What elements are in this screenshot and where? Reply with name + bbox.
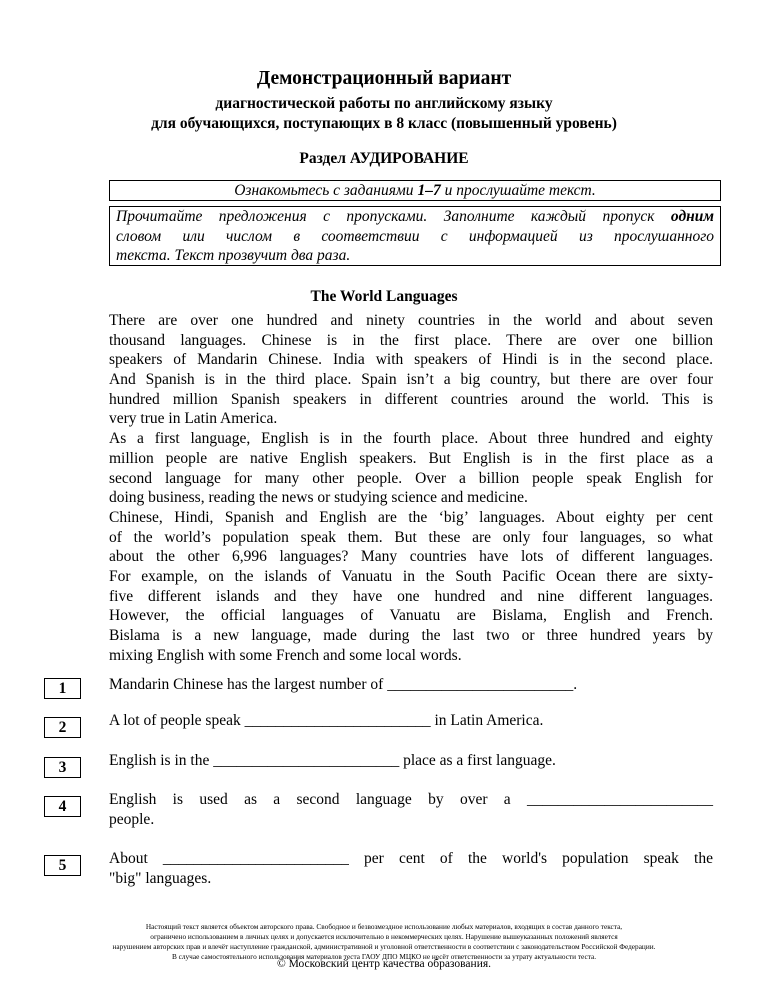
question-line: Mandarin Chinese has the largest number of ________________________. <box>109 676 578 693</box>
passage-line: Bislama is a new language, made during the last two or three hundred years by <box>109 627 713 644</box>
passage-line: And Spanish is in the third place. Spain isn’t a big country, but there are over four <box>109 371 713 389</box>
question-number-box: 2 <box>44 717 81 738</box>
question-text <box>109 849 713 888</box>
question-number-box: 1 <box>44 678 81 699</box>
section-heading: Раздел АУДИРОВАНИЕ <box>299 150 469 167</box>
question-line: "big" languages. <box>109 869 212 887</box>
passage-line: thousand languages. Chinese is in the first place. There are over one billion <box>109 331 713 349</box>
passage-line: five different islands and they have one hundred and nine different languages. <box>109 587 713 605</box>
question-text <box>109 675 713 695</box>
instruction-text: Ознакомьтесь с заданиями <box>234 182 418 199</box>
notice-line: нарушением авторских прав и влечёт наступление гражданской, административной и уголовной ответственности в соответствии с законодательством Российской Федерации. <box>112 942 656 951</box>
passage-line: of the world’s population speak them. But these are only four languages, so what <box>109 528 713 546</box>
question-line: A lot of people speak ________________________ in Latin America. <box>109 712 544 729</box>
passage-line: million people are native English speakers. But English is in the first place as a <box>109 449 713 467</box>
question-line: English is in the ________________________ place as a first language. <box>109 752 556 769</box>
instruction-line: словом или числом в соответствии с информацией из прослушанного <box>116 227 714 245</box>
instruction-line <box>116 207 714 227</box>
question-number-box: 3 <box>44 757 81 778</box>
passage-line: speakers of Mandarin Chinese. India with speakers of Hindi is in the second place. <box>109 351 713 369</box>
question-line: About ________________________ per cent of the world's population speak the <box>109 850 713 867</box>
copyright-notice <box>0 922 768 962</box>
notice-line: Настоящий текст является объектом авторского права. Свободное и безвозмездное использование любых материалов, входящих в состав данного текста, <box>145 922 623 931</box>
copyright-line: © Московский центр качества образования. <box>276 958 492 970</box>
document-subtitle: диагностической работы по английскому языку <box>215 95 553 112</box>
instruction-box-fill <box>109 206 721 266</box>
instruction-box-tasks <box>109 180 721 201</box>
notice-line: ограничено использованием в личных целях и допускается исключительно в некоммерческих целях. Нарушение вышеуказанных положений является <box>150 932 618 941</box>
question-text <box>109 711 713 731</box>
passage-line: hundred million Spanish speakers in different countries around the world. This is <box>109 390 713 408</box>
question-number-box: 4 <box>44 796 81 817</box>
passage-line: However, the official languages of Vanuatu are Bislama, English and French. <box>109 607 713 625</box>
question-number-box: 5 <box>44 855 81 876</box>
question-line: English is used as a second language by over a ________________________ <box>109 791 713 808</box>
question-text <box>109 751 713 771</box>
passage-line: There are over one hundred and ninety countries in the world and about seven <box>109 312 713 329</box>
notice-line: В случае самостоятельного использования материалов теста ГАОУ ДПО МЦКО не несёт ответственности за утрату актуальности теста. <box>171 952 597 961</box>
passage-line: As a first language, English is in the fourth place. About three hundred and eighty <box>109 430 713 448</box>
passage-text <box>109 311 713 665</box>
question-line: people. <box>109 810 155 828</box>
instruction-line: текста. Текст прозвучит два раза. <box>116 247 351 264</box>
document-subtitle-audience: для обучающихся, поступающих в 8 класс (повышенный уровень) <box>151 115 617 132</box>
passage-line: second language for many other people. Over a billion people speak English for <box>109 469 713 487</box>
passage-line: very true in Latin America. <box>109 410 278 428</box>
passage-line: doing business, reading the news or studying science and medicine. <box>109 489 528 507</box>
instruction-text: Прочитайте предложения с пропусками. Заполните каждый пропуск <box>116 208 671 225</box>
passage-line: For example, on the islands of Vanuatu in the South Pacific Ocean there are sixty- <box>109 567 713 585</box>
passage-line: Chinese, Hindi, Spanish and English are the ‘big’ languages. About eighty per cent <box>109 508 713 526</box>
passage-line: mixing English with some French and some local words. <box>109 646 462 664</box>
passage-title: The World Languages <box>310 288 458 305</box>
instruction-emphasis: одним <box>670 208 714 225</box>
question-text <box>109 790 713 829</box>
instruction-text: и прослушайте текст. <box>440 182 596 199</box>
passage-line: about the other 6,996 languages? Many countries have lots of different languages. <box>109 548 713 566</box>
document-title: Демонстрационный вариант <box>256 68 512 89</box>
task-range: 1–7 <box>417 182 441 199</box>
